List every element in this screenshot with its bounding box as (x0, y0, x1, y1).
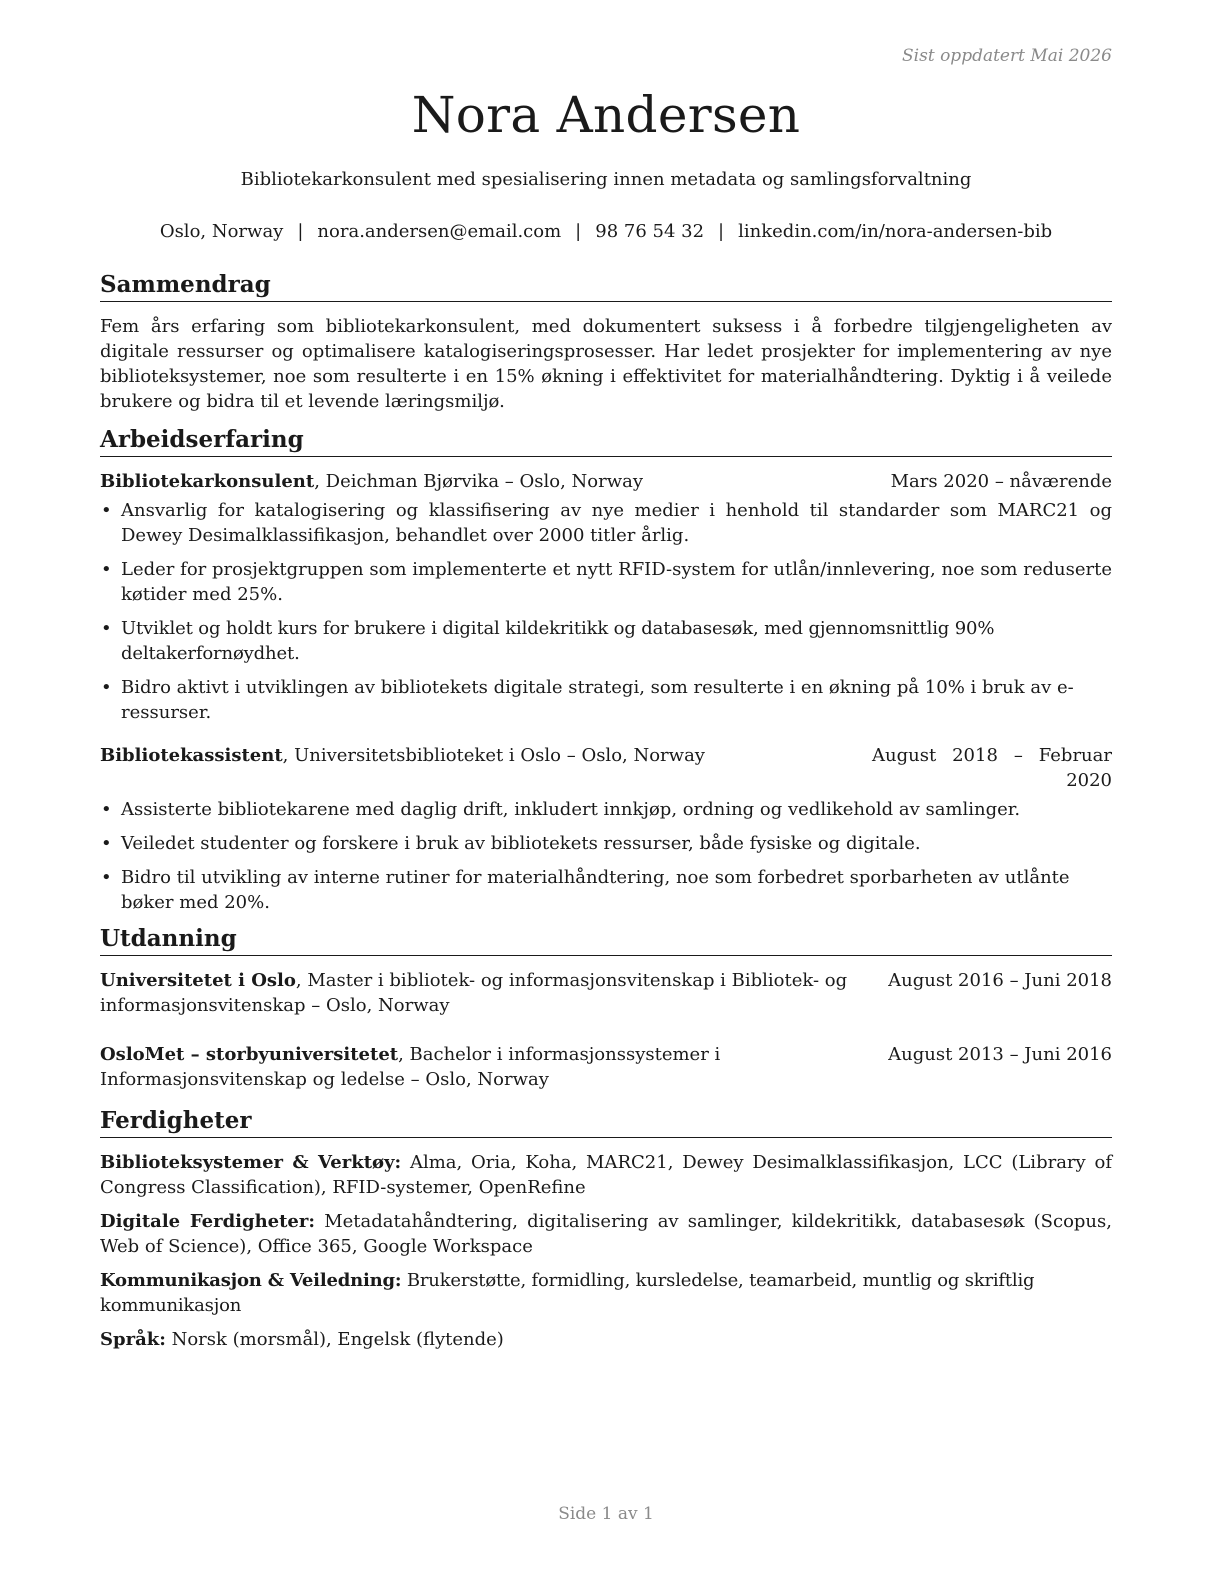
tagline: Bibliotekarkonsulent med spesialisering innen metadata og samlingsforvaltning (240, 169, 972, 190)
education-dates: August 2016 – Juni 2018 (888, 970, 1112, 991)
resume-page (100, 0, 1112, 1584)
job-bullet: • Assisterte bibliotekarene med daglig drift, inkludert innkjøp, ordning og vedlikehold av samlinger. (100, 797, 1112, 822)
experience-heading: Arbeidserfaring (100, 425, 1112, 457)
education-detail-line (100, 1042, 868, 1092)
skill-group (100, 1209, 1112, 1259)
job-role: Bibliotekarkonsulent (100, 471, 315, 492)
experience-section (100, 425, 1112, 915)
job-bullet: • Bidro aktivt i utviklingen av bibliotekets digitale strategi, som resulterte i en økning på 10% i bruk av e-ressurser. (100, 675, 1112, 725)
job-role: Bibliotekassistent (100, 745, 283, 766)
skill-label: Digitale Ferdigheter: (100, 1211, 316, 1232)
education-entry (100, 1042, 1112, 1092)
job-bullet: • Utviklet og holdt kurs for brukere i digital kildekritikk og databasesøk, med gjennomsnittlig 90% deltakerfornøydhet. (100, 616, 1118, 666)
skill-group (100, 1268, 1112, 1318)
contact-separator: | (297, 221, 304, 242)
last-updated: Sist oppdatert Mai 2026 (902, 46, 1112, 66)
page-number: Side 1 av 1 (558, 1504, 654, 1524)
job-org: , Deichman Bjørvika – Oslo, Norway (314, 471, 644, 492)
job-bullet: • Veiledet studenter og forskere i bruk av bibliotekets ressurser, både fysiske og digitale. (100, 831, 1112, 856)
education-detail: , Master i bibliotek- og informasjonsvitenskap i Bibliotek- og informasjonsvitenskap – Oslo, Norway (100, 970, 848, 1016)
contact-location: Oslo, Norway (159, 221, 284, 242)
skill-label: Biblioteksystemer & Verktøy: (100, 1152, 402, 1173)
contact-separator: | (718, 221, 725, 242)
job-header (100, 743, 1112, 793)
job-bullets (100, 498, 1112, 725)
job-org: , Universitetsbiblioteket i Oslo – Oslo, Norway (282, 745, 705, 766)
job-title-line (100, 469, 871, 494)
job-dates: August 2018 – Februar 2020 (872, 745, 1112, 791)
skill-label: Kommunikasjon & Veiledning: (100, 1270, 402, 1291)
summary-text: Fem års erfaring som bibliotekarkonsulent, med dokumentert suksess i å forbedre tilgjengeligheten av digitale ressurser og optimalisere katalogiseringsprosesser. Har ledet prosjekter for implementering av nye biblioteksystemer, noe som resulterte i en 15% økning i effektivitet for materialhåndtering. Dyktig i å veilede brukere og bidra til et levende læringsmiljø. (100, 316, 1112, 412)
skill-value: Brukerstøtte, formidling, kursledelse, teamarbeid, muntlig og skriftlig kommunikasjon (100, 1270, 1035, 1316)
education-heading: Utdanning (100, 924, 1112, 956)
job-title-line (100, 743, 852, 768)
contact-phone: 98 76 54 32 (595, 221, 705, 242)
job-header (100, 469, 1112, 494)
education-school: OsloMet – storbyuniversitetet (100, 1044, 399, 1065)
job-bullets (100, 797, 1112, 915)
skill-group (100, 1150, 1112, 1200)
job-bullet: • Bidro til utvikling av interne rutiner for materialhåndtering, noe som forbedret sporbarheten av utlånte bøker med 20%. (100, 865, 1112, 915)
education-detail-line (100, 968, 868, 1018)
skills-heading: Ferdigheter (100, 1106, 1112, 1138)
skill-group (100, 1327, 1112, 1352)
contact-email[interactable]: nora.andersen@email.com (317, 221, 562, 242)
education-school: Universitetet i Oslo (100, 970, 296, 991)
job-bullet: • Ansvarlig for katalogisering og klassifisering av nye medier i henhold til standarder som MARC21 og Dewey Desimalklassifikasjon, behandlet over 2000 titler årlig. (100, 498, 1112, 548)
skills-section (100, 1106, 1112, 1352)
education-entry (100, 968, 1112, 1018)
contact-line (100, 219, 1112, 244)
job-entry (100, 469, 1112, 725)
contact-linkedin[interactable]: linkedin.com/in/nora-andersen-bib (738, 221, 1053, 242)
job-dates: Mars 2020 – nåværende (890, 471, 1112, 492)
candidate-name: Nora Andersen (411, 86, 801, 144)
job-entry (100, 743, 1112, 915)
education-section (100, 924, 1112, 1092)
job-bullet: • Leder for prosjektgruppen som implementerte et nytt RFID-system for utlån/innlevering, noe som reduserte køtider med 25%. (100, 557, 1112, 607)
resume-content (100, 270, 1112, 1361)
skill-label: Språk: (100, 1329, 166, 1350)
summary-section (100, 270, 1112, 414)
education-detail: , Bachelor i informasjonssystemer i Informasjonsvitenskap og ledelse – Oslo, Norway (100, 1044, 721, 1090)
skill-value: Alma, Oria, Koha, MARC21, Dewey Desimalklassifikasjon, LCC (Library of Congress Classification), RFID-systemer, OpenRefine (100, 1152, 1113, 1198)
education-dates: August 2013 – Juni 2016 (888, 1044, 1112, 1065)
summary-heading: Sammendrag (100, 270, 1112, 302)
skill-value: Metadatahåndtering, digitalisering av samlinger, kildekritikk, databasesøk (Scopus, Web of Science), Office 365, Google Workspace (100, 1211, 1112, 1257)
skill-value: Norsk (morsmål), Engelsk (flytende) (165, 1329, 504, 1350)
contact-separator: | (575, 221, 582, 242)
